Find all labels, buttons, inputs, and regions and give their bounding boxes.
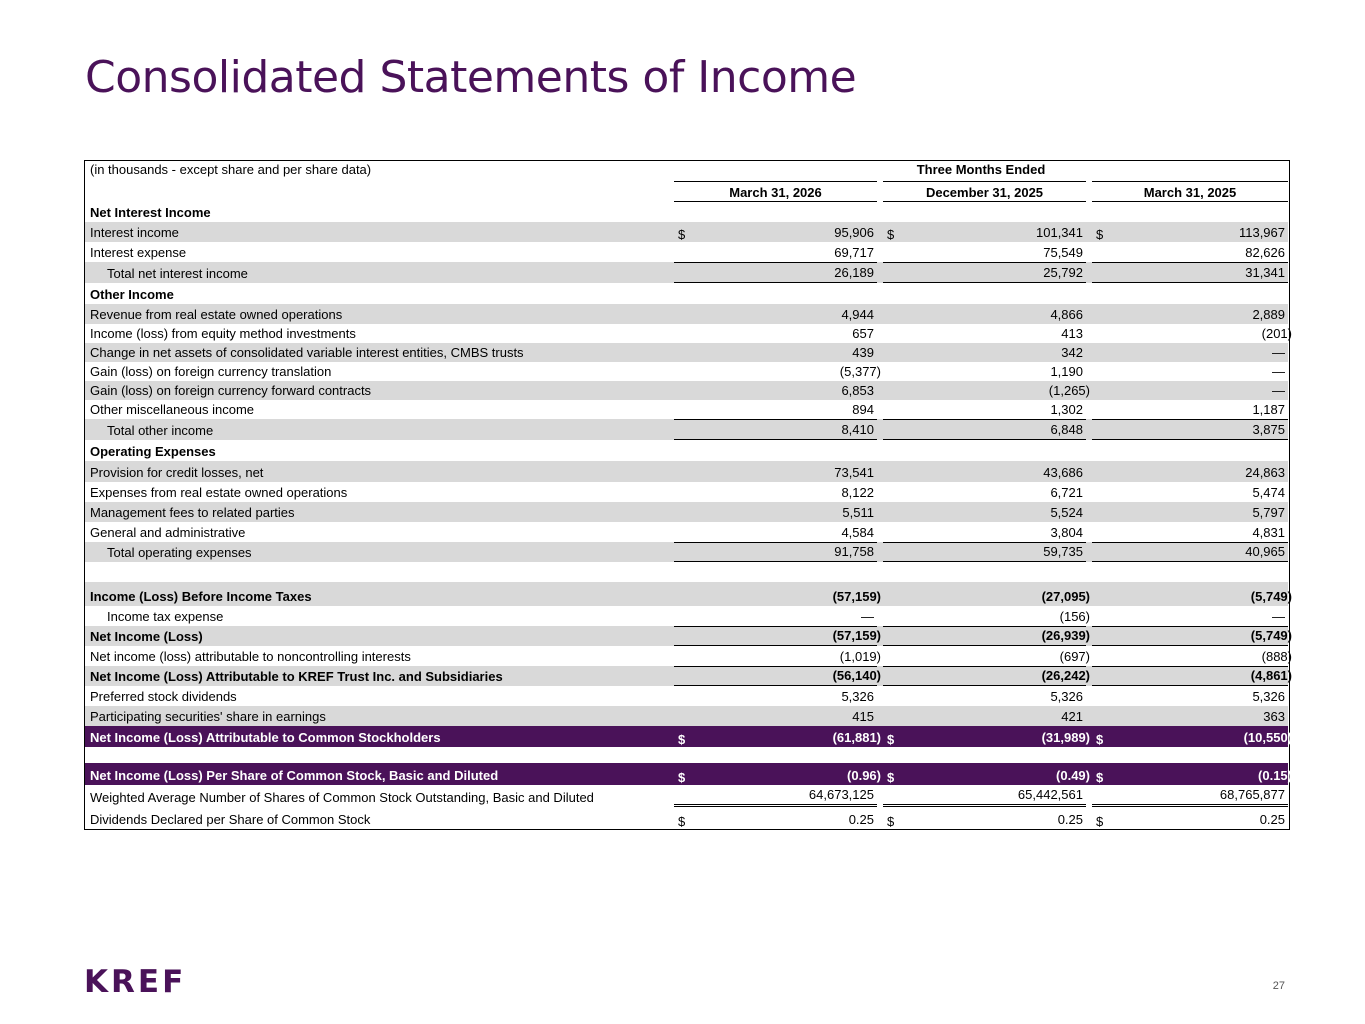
table-row [85, 461, 1288, 482]
value-text: 0.25 [1259, 812, 1285, 827]
value-text: 59,735 [1043, 544, 1083, 559]
row-label: Other Income [90, 287, 174, 302]
row-label: Net Interest Income [90, 205, 211, 220]
value-cell [1092, 419, 1288, 440]
value-cell [883, 262, 1086, 283]
kref-logo: KREF [84, 964, 187, 1000]
value-text: — [1272, 609, 1285, 624]
value-cell [883, 343, 1086, 362]
value-cell [883, 324, 1086, 343]
value-text: (5,749) [1250, 628, 1292, 643]
row-label: Gain (loss) on foreign currency translation [90, 364, 332, 379]
value-cell [883, 726, 1090, 747]
value-text: 69,717 [834, 245, 874, 260]
value-cell [674, 222, 877, 242]
value-cell [883, 502, 1086, 522]
row-label: Net Income (Loss) Attributable to Common Stockholders [90, 730, 441, 745]
value-text: 65,442,561 [1017, 787, 1083, 802]
value-text: 4,944 [841, 307, 874, 322]
value-text: 421 [1061, 709, 1083, 724]
row-label: Preferred stock dividends [90, 689, 237, 704]
value-text: 0.25 [848, 812, 874, 827]
table-row [85, 666, 1292, 686]
currency-symbol: $ [1096, 227, 1104, 242]
value-cell [674, 646, 881, 666]
value-text: 3,875 [1252, 422, 1285, 437]
row-label: General and administrative [90, 525, 246, 540]
value-cell [883, 542, 1086, 562]
value-text: 5,326 [841, 689, 874, 704]
value-cell [1092, 324, 1292, 343]
value-text: 1,302 [1050, 402, 1083, 417]
value-cell [674, 542, 877, 562]
value-cell [883, 242, 1086, 262]
value-text: — [1272, 383, 1285, 398]
value-cell [674, 381, 877, 400]
value-cell [1092, 222, 1288, 242]
value-cell [674, 785, 877, 807]
table-row [85, 362, 1288, 381]
value-cell [1092, 304, 1288, 324]
table-row [85, 381, 1288, 400]
table-row [85, 646, 1292, 666]
value-cell [1092, 706, 1288, 726]
value-text: (31,989) [1041, 730, 1090, 745]
value-cell [674, 400, 877, 419]
value-text: (201) [1261, 326, 1292, 341]
value-text: (697) [1059, 649, 1090, 664]
row-label: Provision for credit losses, net [90, 465, 264, 480]
currency-symbol: $ [887, 814, 895, 829]
value-cell [674, 242, 877, 262]
value-text: (61,881) [832, 730, 881, 745]
table-row [85, 606, 1288, 626]
value-cell [883, 666, 1090, 686]
value-text: 4,831 [1252, 525, 1285, 540]
row-label: Income tax expense [107, 609, 224, 624]
row-label: Interest income [90, 225, 179, 240]
value-text: 95,906 [834, 225, 874, 240]
row-label: Income (Loss) Before Income Taxes [90, 589, 312, 604]
value-text: (1,019) [839, 649, 881, 664]
spacer-row [85, 562, 1288, 582]
currency-symbol: $ [678, 814, 686, 829]
page-title: Consolidated Statements of Income [85, 52, 857, 103]
value-text: 415 [852, 709, 874, 724]
table-row [85, 324, 1292, 343]
value-cell [883, 626, 1090, 646]
table-row [85, 582, 1292, 606]
row-label: Total operating expenses [107, 545, 252, 560]
value-cell [1092, 666, 1292, 686]
value-text: (0.96) [847, 768, 881, 783]
value-cell [883, 482, 1086, 502]
value-cell [1092, 785, 1288, 807]
value-text: (0.49) [1056, 768, 1090, 783]
table-row [85, 522, 1288, 542]
value-cell [883, 304, 1086, 324]
value-cell [883, 381, 1090, 400]
value-cell [674, 726, 881, 747]
value-text: (0.15) [1258, 768, 1292, 783]
row-label: Weighted Average Number of Shares of Common Stock Outstanding, Basic and Diluted [90, 790, 594, 805]
row-label: Gain (loss) on foreign currency forward contracts [90, 383, 372, 398]
row-label: Net Income (Loss) Per Share of Common Stock, Basic and Diluted [90, 768, 499, 783]
currency-symbol: $ [887, 770, 895, 785]
row-label: Participating securities' share in earnings [90, 709, 326, 724]
value-text: 5,326 [1252, 689, 1285, 704]
value-text: — [861, 609, 874, 624]
table-row [85, 304, 1288, 324]
value-cell [1092, 646, 1292, 666]
value-text: 5,474 [1252, 485, 1285, 500]
value-cell [883, 419, 1086, 440]
row-label: Operating Expenses [90, 444, 216, 459]
table-row [85, 686, 1288, 706]
value-cell [1092, 807, 1288, 829]
value-text: 68,765,877 [1219, 787, 1285, 802]
period-group-header: Three Months Ended [916, 162, 1046, 177]
row-label: Net Income (Loss) [90, 629, 203, 644]
value-text: (26,939) [1041, 628, 1090, 643]
column-header-mar-2025: March 31, 2025 [1092, 181, 1288, 202]
value-text: (156) [1059, 609, 1090, 624]
value-cell [674, 343, 877, 362]
value-cell [1092, 400, 1288, 419]
table-header-columns [85, 181, 1288, 202]
table-row [85, 726, 1292, 747]
value-text: 31,341 [1245, 265, 1285, 280]
value-cell [883, 807, 1086, 829]
value-text: 24,863 [1245, 465, 1285, 480]
value-text: (27,095) [1041, 589, 1090, 604]
value-cell [1092, 343, 1288, 362]
value-text: 5,511 [842, 505, 874, 520]
table-row [85, 807, 1288, 829]
row-label: Income (loss) from equity method investments [90, 326, 356, 341]
value-cell [883, 606, 1090, 626]
value-text: 3,804 [1050, 525, 1083, 540]
value-cell [1092, 726, 1292, 747]
income-statement-table [84, 160, 1290, 830]
section-header-row [85, 283, 1288, 304]
value-cell [1092, 461, 1288, 482]
currency-symbol: $ [1096, 814, 1104, 829]
value-text: 5,326 [1050, 689, 1083, 704]
value-cell [674, 763, 881, 785]
column-header-mar-2026: March 31, 2026 [674, 181, 877, 202]
value-text: 91,758 [834, 544, 874, 559]
column-header-dec-2025: December 31, 2025 [883, 181, 1086, 202]
value-cell [1092, 606, 1288, 626]
value-text: (5,749) [1250, 589, 1292, 604]
value-cell [1092, 362, 1288, 381]
value-cell [1092, 522, 1288, 542]
table-row [85, 419, 1288, 440]
value-text: 413 [1061, 326, 1083, 341]
currency-symbol: $ [678, 770, 686, 785]
table-row [85, 400, 1288, 419]
table-row [85, 222, 1288, 242]
row-label: Dividends Declared per Share of Common Stock [90, 812, 371, 827]
value-cell [883, 400, 1086, 419]
value-text: 73,541 [834, 465, 874, 480]
table-row [85, 626, 1292, 646]
value-cell [674, 582, 881, 606]
value-text: — [1272, 345, 1285, 360]
value-cell [1092, 763, 1292, 785]
row-label: Expenses from real estate owned operations [90, 485, 348, 500]
value-cell [1092, 242, 1288, 262]
value-text: 657 [852, 326, 874, 341]
value-cell [674, 686, 877, 706]
value-text: 342 [1061, 345, 1083, 360]
value-cell [1092, 381, 1288, 400]
value-text: 64,673,125 [808, 787, 874, 802]
value-cell [883, 763, 1090, 785]
value-cell [883, 522, 1086, 542]
row-label: Net Income (Loss) Attributable to KREF Trust Inc. and Subsidiaries [90, 669, 503, 684]
value-text: 101,341 [1036, 225, 1083, 240]
value-text: 1,187 [1252, 402, 1285, 417]
value-text: (888) [1261, 649, 1292, 664]
currency-symbol: $ [678, 732, 686, 747]
value-cell [1092, 262, 1288, 283]
row-label: Other miscellaneous income [90, 402, 255, 417]
value-text: 6,848 [1050, 422, 1083, 437]
currency-symbol: $ [887, 227, 895, 242]
value-text: 26,189 [834, 265, 874, 280]
currency-symbol: $ [678, 227, 686, 242]
value-cell [1092, 686, 1288, 706]
value-cell [674, 362, 881, 381]
value-cell [674, 666, 881, 686]
value-cell [674, 606, 877, 626]
value-text: 439 [852, 345, 874, 360]
value-cell [674, 626, 881, 646]
table-row [85, 785, 1288, 807]
value-cell [1092, 542, 1288, 562]
row-label: Total other income [107, 423, 214, 438]
value-text: 0.25 [1057, 812, 1083, 827]
value-text: (10,550) [1243, 730, 1292, 745]
value-text: 82,626 [1245, 245, 1285, 260]
value-cell [674, 482, 877, 502]
value-text: 5,524 [1050, 505, 1083, 520]
table-header-top [85, 161, 1288, 181]
value-text: 75,549 [1043, 245, 1083, 260]
table-row [85, 262, 1288, 283]
value-cell [883, 362, 1086, 381]
value-text: 5,797 [1252, 505, 1285, 520]
units-note: (in thousands - except share and per share data) [90, 162, 372, 177]
row-label: Interest expense [90, 245, 187, 260]
row-label: Management fees to related parties [90, 505, 295, 520]
currency-symbol: $ [887, 732, 895, 747]
value-text: — [1272, 364, 1285, 379]
currency-symbol: $ [1096, 770, 1104, 785]
page-number: 27 [1272, 980, 1285, 992]
table-row [85, 542, 1288, 562]
value-text: 4,866 [1050, 307, 1083, 322]
row-label: Total net interest income [107, 266, 248, 281]
value-text: (1,265) [1048, 383, 1090, 398]
value-text: 6,721 [1050, 485, 1083, 500]
value-cell [674, 324, 877, 343]
row-label: Net income (loss) attributable to noncontrolling interests [90, 649, 411, 664]
section-header-row [85, 202, 1288, 222]
value-text: (56,140) [832, 668, 881, 683]
table-row [85, 706, 1288, 726]
value-cell [883, 646, 1090, 666]
value-text: (57,159) [832, 628, 881, 643]
value-text: (5,377) [839, 364, 881, 379]
value-cell [883, 222, 1086, 242]
row-label: Change in net assets of consolidated variable interest entities, CMBS trusts [90, 345, 524, 360]
value-text: 40,965 [1245, 544, 1285, 559]
value-text: 113,967 [1238, 225, 1285, 240]
value-text: (4,861) [1250, 668, 1292, 683]
row-label: Revenue from real estate owned operations [90, 307, 343, 322]
value-text: 1,190 [1050, 364, 1083, 379]
table-row [85, 242, 1288, 262]
table-row [85, 482, 1288, 502]
table-row [85, 502, 1288, 522]
value-cell [1092, 502, 1288, 522]
value-cell [674, 461, 877, 482]
value-cell [674, 262, 877, 283]
value-text: 6,853 [841, 383, 874, 398]
value-text: 363 [1263, 709, 1285, 724]
table-row [85, 763, 1292, 785]
section-header-row [85, 440, 1288, 461]
value-text: 8,410 [841, 422, 874, 437]
value-cell [674, 304, 877, 324]
value-cell [1092, 482, 1288, 502]
value-cell [674, 419, 877, 440]
value-text: (57,159) [832, 589, 881, 604]
value-text: (26,242) [1041, 668, 1090, 683]
value-cell [674, 807, 877, 829]
value-text: 43,686 [1043, 465, 1083, 480]
value-cell [883, 582, 1090, 606]
value-cell [1092, 626, 1292, 646]
value-cell [883, 706, 1086, 726]
table-row [85, 343, 1288, 362]
value-cell [674, 522, 877, 542]
value-cell [674, 706, 877, 726]
value-text: 8,122 [841, 485, 874, 500]
value-text: 25,792 [1043, 265, 1083, 280]
value-cell [883, 686, 1086, 706]
spacer-row [85, 747, 1288, 763]
value-cell [1092, 582, 1292, 606]
value-text: 894 [852, 402, 874, 417]
value-text: 2,889 [1252, 307, 1285, 322]
value-text: 4,584 [841, 525, 874, 540]
value-cell [883, 785, 1086, 807]
currency-symbol: $ [1096, 732, 1104, 747]
value-cell [883, 461, 1086, 482]
value-cell [674, 502, 877, 522]
